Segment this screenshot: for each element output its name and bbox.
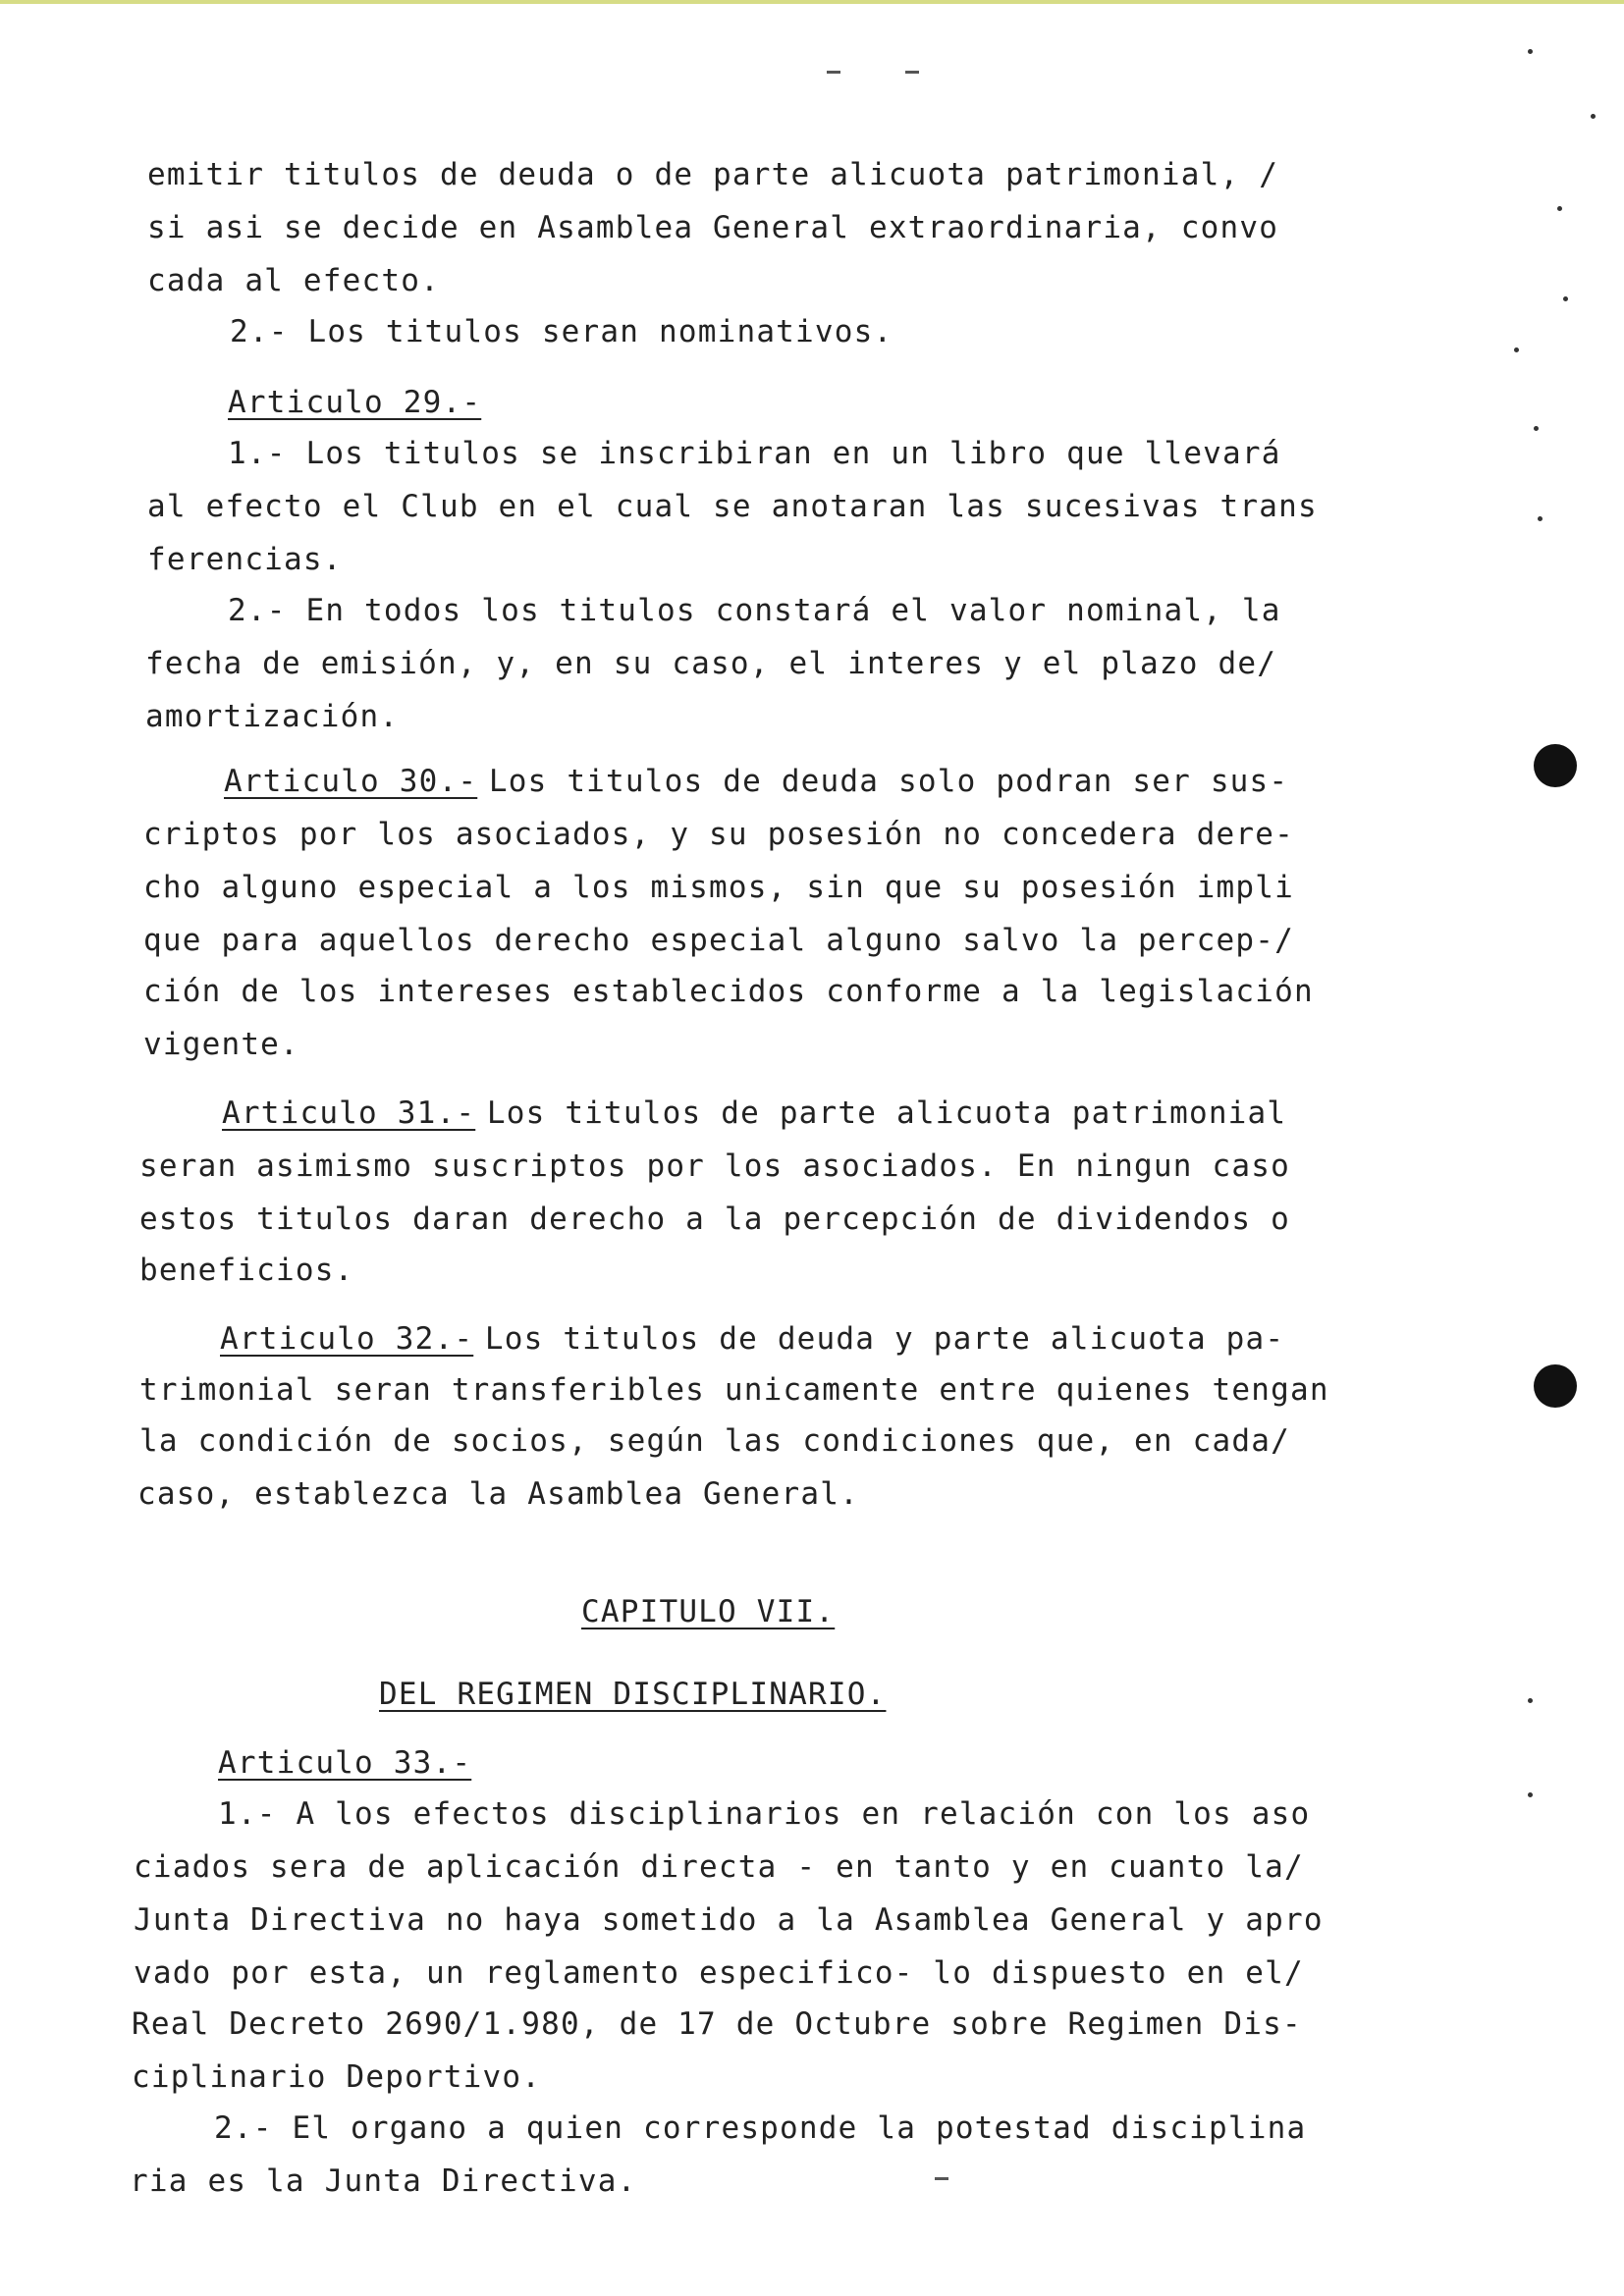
text-line: vigente. bbox=[143, 1027, 299, 1062]
scan-speck bbox=[1557, 206, 1562, 211]
text-line: amortización. bbox=[145, 699, 400, 734]
text-line: vado por esta, un reglamento especifico- lo dispuesto en el/ bbox=[134, 1955, 1304, 1991]
text-line: que para aquellos derecho especial alguno salvo la percep-/ bbox=[143, 923, 1294, 958]
text-line: emitir titulos de deuda o de parte alicuota patrimonial, / bbox=[147, 157, 1279, 192]
article-31-heading: Articulo 31.- bbox=[222, 1095, 476, 1131]
text-line: Los titulos de deuda solo podran ser sus- bbox=[469, 764, 1289, 799]
scan-mark bbox=[827, 71, 840, 74]
text-line: ción de los intereses establecidos conforme a la legislación bbox=[143, 974, 1314, 1009]
chapter-subheading: DEL REGIMEN DISCIPLINARIO. bbox=[379, 1677, 887, 1712]
chapter-heading: CAPITULO VII. bbox=[581, 1594, 836, 1629]
text-line: la condición de socios, según las condiciones que, en cada/ bbox=[139, 1423, 1290, 1459]
scan-speck bbox=[1528, 1792, 1533, 1797]
scan-mark bbox=[905, 71, 919, 74]
article-33-heading: Articulo 33.- bbox=[218, 1745, 472, 1781]
article-29-heading: Articulo 29.- bbox=[228, 385, 482, 420]
text-line: Real Decreto 2690/1.980, de 17 de Octubre sobre Regimen Dis- bbox=[132, 2006, 1302, 2042]
punch-hole bbox=[1534, 744, 1577, 787]
text-line: estos titulos daran derecho a la percepción de dividendos o bbox=[139, 1201, 1290, 1237]
text-line: cada al efecto. bbox=[147, 263, 440, 298]
scan-speck bbox=[1534, 426, 1539, 431]
text-line: cho alguno especial a los mismos, sin que su posesión impli bbox=[143, 870, 1294, 905]
text-line: criptos por los asociados, y su posesión no concedera dere- bbox=[143, 817, 1294, 852]
article-32-heading: Articulo 32.- bbox=[220, 1321, 474, 1357]
text-line: Junta Directiva no haya sometido a la Asamblea General y apro bbox=[134, 1902, 1324, 1938]
text-line: si asi se decide en Asamblea General extraordinaria, convo bbox=[147, 210, 1279, 245]
text-line: ciados sera de aplicación directa - en tanto y en cuanto la/ bbox=[134, 1849, 1304, 1885]
text-line: trimonial seran transferibles unicamente entre quienes tengan bbox=[139, 1372, 1329, 1408]
text-line: ria es la Junta Directiva. bbox=[130, 2163, 637, 2199]
punch-hole bbox=[1534, 1364, 1577, 1408]
scan-speck bbox=[1538, 516, 1543, 521]
text-line: ferencias. bbox=[147, 542, 343, 577]
article-30-heading: Articulo 30.- bbox=[224, 764, 478, 799]
text-line: Los titulos de parte alicuota patrimonial bbox=[467, 1095, 1287, 1131]
text-line: 2.- En todos los titulos constará el valor nominal, la bbox=[228, 593, 1281, 628]
scan-speck bbox=[1563, 296, 1568, 301]
text-line: 2.- El organo a quien corresponde la potestad disciplina bbox=[214, 2110, 1307, 2146]
scan-speck bbox=[1591, 114, 1596, 119]
text-line: al efecto el Club en el cual se anotaran las sucesivas trans bbox=[147, 489, 1318, 524]
text-line: 1.- A los efectos disciplinarios en relación con los aso bbox=[218, 1796, 1311, 1832]
text-line: Los titulos de deuda y parte alicuota pa- bbox=[465, 1321, 1285, 1357]
text-line: seran asimismo suscriptos por los asociados. En ningun caso bbox=[139, 1148, 1290, 1184]
text-line: fecha de emisión, y, en su caso, el interes y el plazo de/ bbox=[145, 646, 1277, 681]
text-line: beneficios. bbox=[139, 1253, 354, 1288]
scan-speck bbox=[1528, 1698, 1533, 1703]
scan-speck bbox=[1514, 347, 1519, 352]
scan-mark bbox=[935, 2177, 948, 2180]
scan-speck bbox=[1528, 49, 1533, 54]
text-line: 2.- Los titulos seran nominativos. bbox=[230, 314, 893, 349]
text-line: ciplinario Deportivo. bbox=[132, 2059, 542, 2095]
text-line: caso, establezca la Asamblea General. bbox=[137, 1476, 859, 1512]
text-line: 1.- Los titulos se inscribiran en un libro que llevará bbox=[228, 436, 1281, 471]
